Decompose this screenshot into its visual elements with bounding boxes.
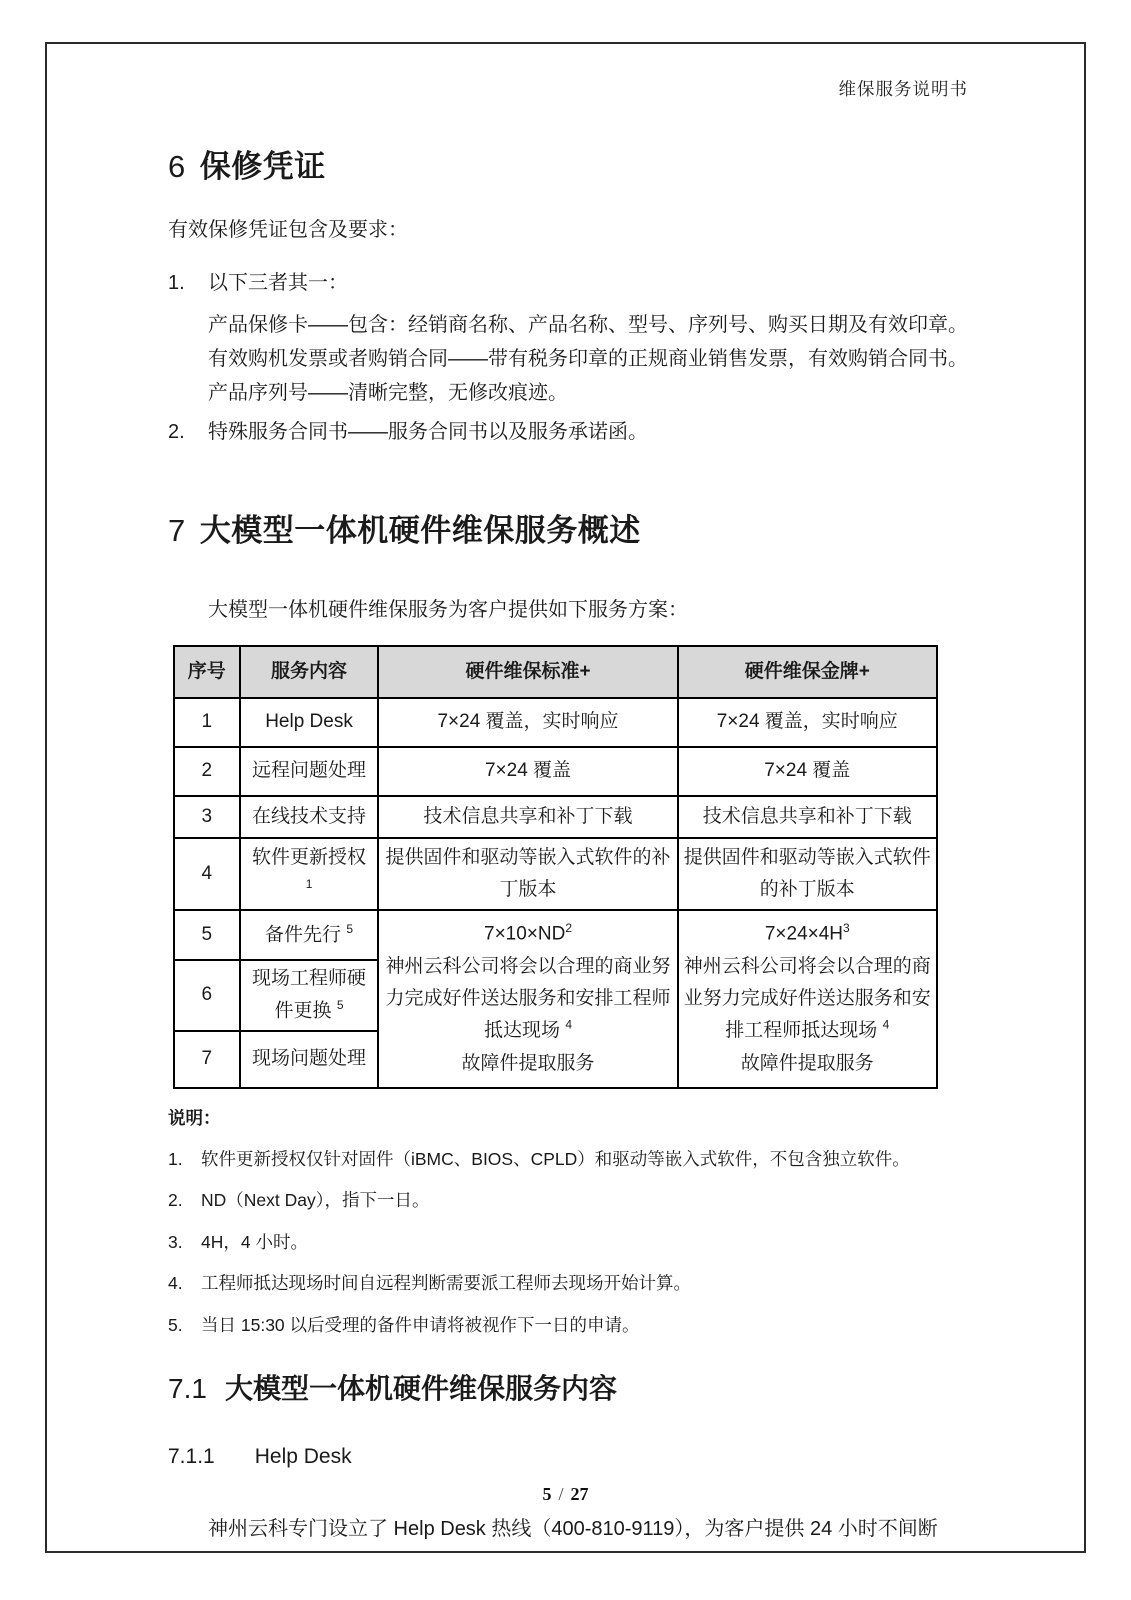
note-item-4 bbox=[168, 1271, 968, 1296]
cell-index: 4 bbox=[174, 838, 240, 910]
helpdesk-paragraph: 神州云科专门设立了 Help Desk 热线（400-810-9119），为客户提供 24 小时不间断 bbox=[208, 1518, 938, 1541]
sla-text: 7×10×ND bbox=[484, 923, 566, 945]
page-footer bbox=[0, 1484, 1131, 1505]
table-header-row bbox=[174, 646, 937, 698]
cell-index: 2 bbox=[174, 747, 240, 796]
note-text: 4H，4 小时。 bbox=[201, 1231, 308, 1252]
list-item-2-number: 2. bbox=[168, 421, 185, 443]
note-number: 2. bbox=[168, 1190, 183, 1211]
footnote-ref: 2 bbox=[565, 920, 573, 935]
note-number: 4. bbox=[168, 1273, 183, 1294]
section-7-number: 7 bbox=[168, 513, 186, 548]
footer-total-pages: 27 bbox=[570, 1484, 589, 1504]
section-6-heading bbox=[168, 141, 968, 186]
cell-service: 远程问题处理 bbox=[240, 747, 379, 796]
table-row bbox=[174, 910, 937, 960]
section-7-1-1-heading bbox=[168, 1445, 968, 1469]
footnote-ref: 5 bbox=[346, 921, 354, 936]
note-text: 工程师抵达现场时间自远程判断需要派工程师去现场开始计算。 bbox=[201, 1273, 691, 1294]
section-7-intro: 大模型一体机硬件维保服务为客户提供如下服务方案： bbox=[208, 599, 688, 621]
cell-index: 3 bbox=[174, 796, 240, 838]
cell-gold: 7×24 覆盖，实时响应 bbox=[678, 698, 937, 747]
cell-standard: 技术信息共享和补丁下载 bbox=[378, 796, 677, 838]
section-6-intro: 有效保修凭证包含及要求： bbox=[168, 219, 408, 241]
section-7-title: 大模型一体机硬件维保服务概述 bbox=[199, 513, 641, 548]
footnote-ref: 4 bbox=[565, 1018, 572, 1033]
section-7-1-number: 7.1 bbox=[168, 1373, 207, 1405]
cell-standard-merged bbox=[378, 910, 677, 1088]
service-plan-table bbox=[173, 645, 938, 1089]
cell-service bbox=[240, 910, 379, 960]
section-7-1-1-title: Help Desk bbox=[254, 1445, 352, 1469]
note-number: 5. bbox=[168, 1314, 183, 1335]
cell-gold: 提供固件和驱动等嵌入式软件的补丁版本 bbox=[678, 838, 937, 910]
col-header-gold-plus: 硬件维保金牌+ bbox=[678, 646, 937, 698]
footnote-ref: 3 bbox=[843, 920, 850, 935]
section-6-title: 保修凭证 bbox=[199, 149, 326, 184]
cell-gold-merged bbox=[678, 910, 937, 1088]
cell-standard: 7×24 覆盖 bbox=[378, 747, 677, 796]
col-header-standard-plus: 硬件维保标准+ bbox=[378, 646, 677, 698]
cell-service: 现场问题处理 bbox=[240, 1031, 379, 1088]
note-item-5 bbox=[168, 1313, 968, 1338]
col-header-service: 服务内容 bbox=[240, 646, 379, 698]
detail-line-warranty-card: 产品保修卡——包含：经销商名称、产品名称、型号、序列号、购买日期及有效印章。 bbox=[208, 314, 968, 336]
commitment-text: 神州云科公司将会以合理的商业努力完成好件送达服务和安排工程师抵达现场 bbox=[683, 955, 931, 1042]
list-item-1-details bbox=[168, 308, 968, 410]
document-header-title: 维保服务说明书 bbox=[838, 79, 968, 99]
list-item-1-text: 以下三者其一： bbox=[208, 272, 348, 294]
note-text: 当日 15:30 以后受理的备件申请将被视作下一日的申请。 bbox=[201, 1314, 640, 1335]
col-header-index: 序号 bbox=[174, 646, 240, 698]
gold-extra-line: 故障件提取服务 bbox=[740, 1052, 874, 1074]
section-7-1-title: 大模型一体机硬件维保服务内容 bbox=[224, 1373, 617, 1405]
cell-gold: 7×24 覆盖 bbox=[678, 747, 937, 796]
note-text: 软件更新授权仅针对固件（iBMC、BIOS、CPLD）和驱动等嵌入式软件，不包含独立软件。 bbox=[201, 1148, 910, 1169]
document-header bbox=[168, 76, 968, 101]
section-6-number: 6 bbox=[168, 149, 186, 184]
list-item-1-number: 1. bbox=[168, 272, 185, 294]
sla-text: 7×24×4H bbox=[764, 923, 844, 945]
table-row bbox=[174, 747, 937, 796]
cell-service-text: 备件先行 bbox=[265, 924, 342, 946]
note-text: ND（Next Day），指下一日。 bbox=[201, 1190, 430, 1211]
note-item-1 bbox=[168, 1147, 968, 1172]
table-row bbox=[174, 838, 937, 910]
cell-service bbox=[240, 960, 379, 1031]
gold-commitment-text bbox=[684, 956, 931, 1042]
footnote-ref: 5 bbox=[336, 998, 344, 1013]
detail-line-invoice: 有效购机发票或者购销合同——带有税务印章的正规商业销售发票，有效购销合同书。 bbox=[208, 348, 968, 370]
cell-index: 6 bbox=[174, 960, 240, 1031]
cell-gold: 技术信息共享和补丁下载 bbox=[678, 796, 937, 838]
detail-line-serial-number: 产品序列号——清晰完整，无修改痕迹。 bbox=[208, 382, 568, 404]
cell-service-text: 现场工程师硬件更换 bbox=[252, 968, 367, 1022]
list-item-2-text: 特殊服务合同书——服务合同书以及服务承诺函。 bbox=[208, 421, 648, 443]
page-content bbox=[168, 0, 968, 1544]
note-item-2 bbox=[168, 1188, 968, 1213]
cell-service: 在线技术支持 bbox=[240, 796, 379, 838]
note-number: 1. bbox=[168, 1148, 183, 1169]
section-7-1-1-number: 7.1.1 bbox=[168, 1445, 215, 1469]
cell-service bbox=[240, 838, 379, 910]
cell-index: 1 bbox=[174, 698, 240, 747]
list-item-2 bbox=[168, 418, 968, 447]
cell-standard: 7×24 覆盖，实时响应 bbox=[378, 698, 677, 747]
list-item-1 bbox=[168, 269, 968, 298]
section-7-1-heading bbox=[168, 1367, 968, 1407]
standard-sla-line bbox=[383, 918, 672, 951]
table-row bbox=[174, 698, 937, 747]
notes-label: 说明： bbox=[168, 1107, 221, 1128]
cell-index: 7 bbox=[174, 1031, 240, 1088]
cell-standard: 提供固件和驱动等嵌入式软件的补丁版本 bbox=[378, 838, 677, 910]
section-7-heading bbox=[168, 505, 968, 550]
table-row bbox=[174, 796, 937, 838]
note-item-3 bbox=[168, 1230, 968, 1255]
cell-index: 5 bbox=[174, 910, 240, 960]
commitment-text: 神州云科公司将会以合理的商业努力完成好件送达服务和安排工程师抵达现场 bbox=[385, 955, 671, 1042]
footer-separator: / bbox=[558, 1484, 564, 1504]
cell-service: Help Desk bbox=[240, 698, 379, 747]
standard-commitment-text bbox=[386, 956, 671, 1042]
cell-service-text: 软件更新授权 bbox=[252, 846, 367, 868]
standard-extra-line: 故障件提取服务 bbox=[461, 1052, 595, 1074]
gold-sla-line bbox=[683, 918, 932, 951]
note-number: 3. bbox=[168, 1231, 183, 1252]
footer-page-number: 5 bbox=[542, 1484, 552, 1504]
footnote-ref: 4 bbox=[882, 1018, 890, 1033]
footnote-ref: 1 bbox=[305, 876, 313, 891]
